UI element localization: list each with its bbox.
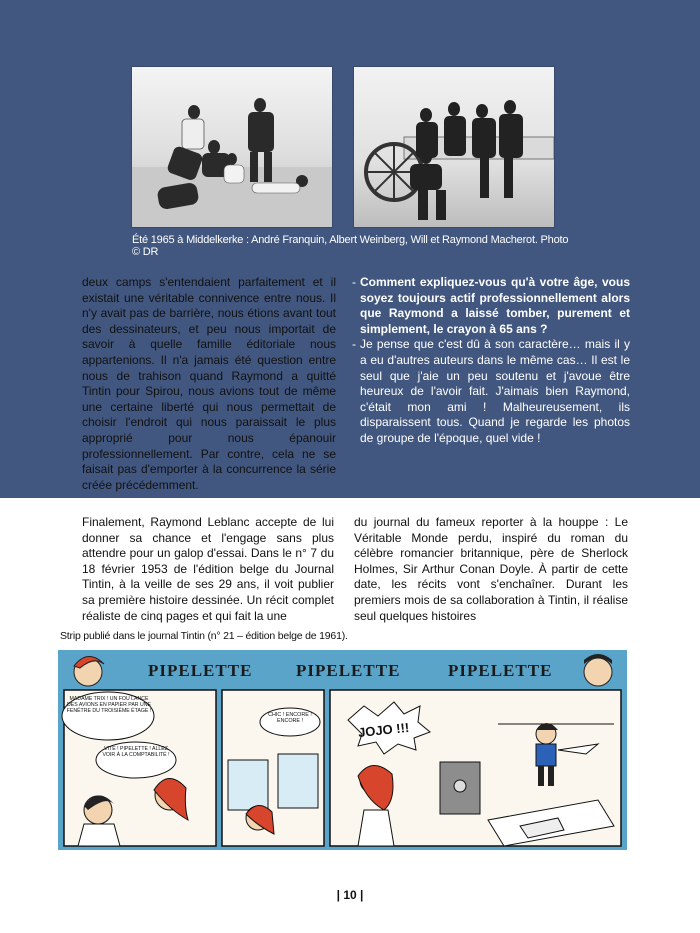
bubble-2: CHIC ! ENCORE ! ENCORE !	[268, 712, 312, 725]
article-text-right	[354, 515, 628, 624]
interview-answer	[352, 337, 630, 446]
beach-photo-left	[132, 67, 332, 227]
bubble-1a: MADAME TRIX ! UN FOU LANCE DES AVIONS EN PAPIER PAR UNE FENÊTRE DU TROISIÈME ÉTAGE !	[66, 696, 152, 714]
bubble-3: JOJO !!!	[357, 719, 410, 741]
strip-title-1: PIPELETTE	[148, 661, 253, 680]
bubble-1b: VITE ! PIPELETTE ! ALLEZ VOIR À LA COMPTABILITÉ !	[102, 746, 170, 758]
question-text: Comment expliquez-vous qu'à votre âge, vous soyez toujours actif professionnellement alors que Raymond a laissé tomber, purement et simplement, le crayon à 65 ans ?	[360, 275, 630, 336]
interview-question	[352, 275, 630, 337]
interview-text-right	[352, 275, 630, 447]
article-paragraph-left: Finalement, Raymond Leblanc accepte de lui donner sa chance et l'engage sans plus attendre pour un galop d'essai. Dans le n° 7 du 18 février 1953 de l'édition belge du Journal Tintin, à la veille de ses 29 ans, il voit publier sa première histoire dessinée. Un récit complet réaliste de cinq pages et qui fait la une	[82, 515, 334, 623]
photo-caption: Été 1965 à Middelkerke : André Franquin, Albert Weinberg, Will et Raymond Macherot. Photo © DR	[132, 234, 569, 258]
strip-caption: Strip publié dans le journal Tintin (n° 21 – édition belge de 1961).	[60, 630, 348, 642]
page-number: | 10 |	[336, 888, 364, 902]
article-text-left	[82, 515, 334, 624]
answer-dash: -	[352, 337, 356, 352]
answer-text: Je pense que c'est dû à son caractère… mais il y a eu d'autres auteurs dans le même cas… Il est le seul que j'aie un peu soutenu et j'avoue être heureux de l'avoir fait. J'aimais bien Raymond, c'était mon ami ! Malheureusement, ils disparaissent tous. Quand je regarde les photos de groupe de l'époque, quel vide !	[360, 337, 630, 445]
comic-strip	[58, 650, 627, 850]
strip-title-3: PIPELETTE	[448, 661, 553, 680]
beach-photo-right	[354, 67, 554, 227]
question-dash: -	[352, 275, 356, 289]
article-paragraph-right: du journal du fameux reporter à la houppe : Le Véritable Monde perdu, inspiré du roman du célèbre romancier britannique, père de Sherlock Holmes, Sir Arthur Conan Doyle. À partir de cette date, les récits vont s'enchaîner. Durant les premiers mois de sa collaboration à Tintin, il réalise seul quelques histoires	[354, 515, 628, 623]
interview-paragraph: deux camps s'entendaient parfaitement et il existait une véritable connivence entre nous. Il n'y avait pas de barrière, nous étions avant tout des dessinateurs, et peu nous importait de savoir à quelle famille éditoriale nous appartenions. Il n'a jamais été question entre nous de trahison quand Raymond a quitté Tintin pour Spirou, nous avions tout de même une certaine liberté qui nous permettait de choisir l'endroit qui nous paraissait le plus approprié pour nous épanouir professionnellement. Par contre, cela ne se faisait pas d'emporter à la concurrence la série créée précédemment.	[82, 275, 336, 492]
interview-text-left	[82, 275, 336, 493]
strip-title-2: PIPELETTE	[296, 661, 401, 680]
